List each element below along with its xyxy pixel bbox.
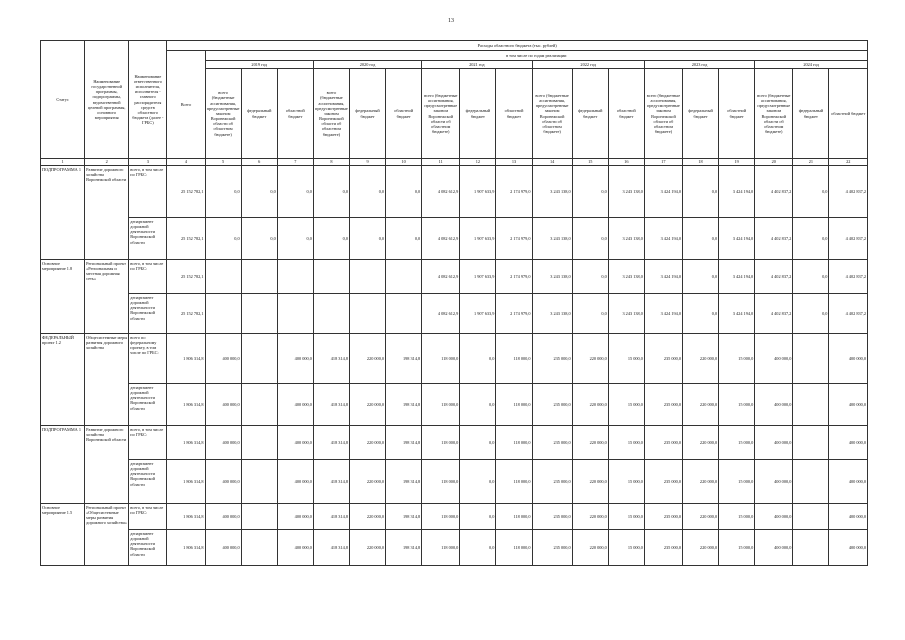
value-cell: 15 000,0	[608, 426, 644, 460]
value-cell	[241, 260, 277, 294]
value-cell: 15 000,0	[719, 426, 755, 460]
row-executor: всего, в том числе по ГРБС:	[129, 504, 167, 530]
table-row	[41, 294, 868, 334]
value-cell: 1 907 633,9	[460, 260, 496, 294]
header-sub-column: всего (бюджетные ассигнования, предусмотренные законом Воронежской области об областном бюджете)	[205, 69, 241, 159]
value-cell: 118 000,0	[422, 530, 460, 566]
value-cell: 0,0	[313, 166, 349, 218]
column-number: 19	[719, 159, 755, 166]
value-cell: 1 806 314,8	[167, 530, 205, 566]
value-cell: 220 000,0	[572, 504, 608, 530]
value-cell: 4 082 612,9	[422, 218, 460, 260]
value-cell: 118 000,0	[422, 334, 460, 384]
value-cell: 235 000,0	[532, 384, 572, 426]
header-sub-column: областной бюджет	[719, 69, 755, 159]
value-cell: 4 402 837,2	[755, 294, 793, 334]
value-cell: 235 000,0	[532, 504, 572, 530]
value-cell: 220 000,0	[349, 530, 385, 566]
value-cell: 198 314,8	[386, 426, 422, 460]
value-cell	[241, 504, 277, 530]
table-row	[41, 260, 868, 294]
value-cell: 15 000,0	[608, 504, 644, 530]
row-executor: департамент дорожной деятельности Воронежской области	[129, 294, 167, 334]
value-cell: 418 314,8	[313, 384, 349, 426]
header-year: 2021 год	[422, 61, 532, 69]
value-cell: 400 000,0	[829, 334, 868, 384]
header-sub-column: федеральный бюджет	[349, 69, 385, 159]
value-cell: 418 314,8	[313, 426, 349, 460]
table-row	[41, 166, 868, 218]
value-cell: 15 000,0	[608, 530, 644, 566]
column-number: 8	[313, 159, 349, 166]
header-sub-column: всего (бюджетные ассигнования, предусмотренные законом Воронежской области об областном бюджете)	[422, 69, 460, 159]
value-cell: 198 314,8	[386, 530, 422, 566]
value-cell	[241, 426, 277, 460]
value-cell: 0,0	[793, 218, 829, 260]
value-cell: 400 000,0	[205, 426, 241, 460]
row-executor: департамент дорожной деятельности Воронежской области	[129, 530, 167, 566]
value-cell	[241, 294, 277, 334]
value-cell	[793, 504, 829, 530]
value-cell: 400 000,0	[205, 334, 241, 384]
value-cell: 0,0	[205, 166, 241, 218]
header-year: 2019 год	[205, 61, 313, 69]
column-number: 12	[460, 159, 496, 166]
value-cell: 0,0	[460, 334, 496, 384]
header-executor: Наименование ответственного исполнителя, исполнителя - главного распорядителя средств областного бюджета (далее - ГРБС)	[129, 41, 167, 159]
column-numbers-row	[41, 159, 868, 166]
value-cell: 400 000,0	[205, 460, 241, 504]
column-number: 14	[532, 159, 572, 166]
header-sub-column: федеральный бюджет	[460, 69, 496, 159]
value-cell: 25 152 782,1	[167, 260, 205, 294]
value-cell: 118 000,0	[496, 426, 532, 460]
value-cell: 4 402 837,2	[829, 294, 868, 334]
value-cell: 3 424 194,0	[719, 166, 755, 218]
value-cell	[349, 294, 385, 334]
value-cell	[277, 294, 313, 334]
value-cell: 118 000,0	[496, 504, 532, 530]
value-cell: 235 000,0	[644, 460, 682, 504]
value-cell: 400 000,0	[277, 384, 313, 426]
value-cell: 15 000,0	[719, 334, 755, 384]
value-cell: 220 000,0	[349, 384, 385, 426]
column-number: 6	[241, 159, 277, 166]
value-cell: 198 314,8	[386, 460, 422, 504]
value-cell: 4 082 612,9	[422, 166, 460, 218]
value-cell: 3 243 138,0	[532, 260, 572, 294]
table-row	[41, 218, 868, 260]
table-row	[41, 504, 868, 530]
value-cell: 4 402 837,2	[829, 218, 868, 260]
value-cell: 400 000,0	[205, 504, 241, 530]
header-sub-column: федеральный бюджет	[793, 69, 829, 159]
value-cell: 220 000,0	[349, 426, 385, 460]
value-cell	[205, 260, 241, 294]
value-cell	[386, 260, 422, 294]
value-cell: 0,0	[683, 294, 719, 334]
value-cell: 0,0	[572, 294, 608, 334]
value-cell: 15 000,0	[719, 460, 755, 504]
value-cell: 0,0	[572, 166, 608, 218]
value-cell: 400 000,0	[277, 426, 313, 460]
table-body	[41, 166, 868, 566]
value-cell: 0,0	[277, 218, 313, 260]
value-cell: 235 000,0	[532, 426, 572, 460]
row-status: ФЕДЕРАЛЬНЫЙ проект 1.2	[41, 334, 85, 426]
value-cell: 0,0	[460, 460, 496, 504]
value-cell: 0,0	[349, 166, 385, 218]
value-cell: 0,0	[241, 166, 277, 218]
value-cell: 400 000,0	[277, 460, 313, 504]
header-expenses-title: Расходы областного бюджета (тыс. рублей)	[167, 41, 868, 51]
column-number: 10	[386, 159, 422, 166]
value-cell: 0,0	[460, 530, 496, 566]
row-status: ПОДПРОГРАММА 1	[41, 166, 85, 260]
value-cell: 220 000,0	[572, 426, 608, 460]
value-cell: 0,0	[313, 218, 349, 260]
value-cell	[793, 530, 829, 566]
value-cell: 400 000,0	[205, 530, 241, 566]
budget-table	[40, 40, 868, 566]
value-cell: 0,0	[572, 218, 608, 260]
value-cell: 0,0	[349, 218, 385, 260]
value-cell: 1 806 314,8	[167, 384, 205, 426]
value-cell	[241, 530, 277, 566]
column-number: 3	[129, 159, 167, 166]
value-cell: 418 314,8	[313, 334, 349, 384]
value-cell: 235 000,0	[532, 530, 572, 566]
row-executor: всего по федеральному проекту, в том числе по ГРБС:	[129, 334, 167, 384]
value-cell: 4 082 612,9	[422, 294, 460, 334]
value-cell: 2 174 979,0	[496, 218, 532, 260]
table-row	[41, 426, 868, 460]
header-sub-column: федеральный бюджет	[241, 69, 277, 159]
value-cell: 198 314,8	[386, 504, 422, 530]
value-cell: 3 243 138,0	[532, 294, 572, 334]
value-cell: 235 000,0	[644, 426, 682, 460]
row-program-name: Общесистемные меры развития дорожного хозяйства	[85, 334, 129, 426]
value-cell: 3 243 138,0	[608, 218, 644, 260]
value-cell: 3 424 194,0	[644, 294, 682, 334]
value-cell: 1 907 633,9	[460, 218, 496, 260]
value-cell: 0,0	[683, 260, 719, 294]
value-cell: 220 000,0	[572, 530, 608, 566]
value-cell: 235 000,0	[644, 334, 682, 384]
header-program-name: Наименование государственной программы, подпрограммы, ведомственной целевой программы, основного мероприятия	[85, 41, 129, 159]
value-cell: 235 000,0	[644, 530, 682, 566]
value-cell: 3 243 138,0	[608, 260, 644, 294]
value-cell: 3 424 194,0	[644, 218, 682, 260]
value-cell: 3 424 194,0	[719, 294, 755, 334]
row-program-name: Региональный проект «Общесистемные меры развития дорожного хозяйства»	[85, 504, 129, 566]
header-sub-column: областной бюджет	[496, 69, 532, 159]
value-cell: 2 174 979,0	[496, 294, 532, 334]
row-executor: департамент дорожной деятельности Воронежской области	[129, 218, 167, 260]
value-cell: 4 402 837,2	[755, 166, 793, 218]
value-cell: 0,0	[460, 426, 496, 460]
value-cell: 235 000,0	[532, 334, 572, 384]
column-number: 21	[793, 159, 829, 166]
value-cell: 220 000,0	[349, 334, 385, 384]
value-cell: 3 243 138,0	[608, 166, 644, 218]
header-status: Статус	[41, 41, 85, 159]
value-cell: 15 000,0	[719, 504, 755, 530]
row-status: ПОДПРОГРАММА 1	[41, 426, 85, 504]
table-row	[41, 384, 868, 426]
header-sub-column: всего (бюджетные ассигнования, предусмотренные законом Воронежской области об областном бюджете)	[644, 69, 682, 159]
value-cell	[386, 294, 422, 334]
value-cell: 400 000,0	[277, 504, 313, 530]
value-cell: 0,0	[572, 260, 608, 294]
value-cell: 220 000,0	[683, 504, 719, 530]
value-cell: 400 000,0	[829, 460, 868, 504]
value-cell: 0,0	[241, 218, 277, 260]
value-cell: 0,0	[460, 384, 496, 426]
column-number: 16	[608, 159, 644, 166]
value-cell: 25 152 782,1	[167, 166, 205, 218]
value-cell: 400 000,0	[277, 334, 313, 384]
value-cell: 15 000,0	[608, 334, 644, 384]
value-cell: 400 000,0	[829, 426, 868, 460]
column-number: 18	[683, 159, 719, 166]
value-cell: 418 314,8	[313, 460, 349, 504]
value-cell: 3 243 138,0	[532, 218, 572, 260]
header-year: 2023 год	[644, 61, 754, 69]
value-cell: 4 402 837,2	[755, 218, 793, 260]
value-cell: 198 314,8	[386, 334, 422, 384]
row-executor: всего, в том числе по ГРБС:	[129, 426, 167, 460]
header-sub-column: федеральный бюджет	[572, 69, 608, 159]
value-cell: 400 000,0	[829, 384, 868, 426]
value-cell: 418 314,8	[313, 530, 349, 566]
header-sub-column: всего (бюджетные ассигнования, предусмотренные законом Воронежской области об областном бюджете)	[313, 69, 349, 159]
column-number: 22	[829, 159, 868, 166]
header-total: Всего	[167, 51, 205, 159]
value-cell: 25 152 782,1	[167, 294, 205, 334]
value-cell: 400 000,0	[755, 460, 793, 504]
column-number: 2	[85, 159, 129, 166]
value-cell: 0,0	[793, 294, 829, 334]
header-sub-column: областной бюджет	[386, 69, 422, 159]
column-number: 9	[349, 159, 385, 166]
value-cell: 0,0	[683, 218, 719, 260]
value-cell	[277, 260, 313, 294]
value-cell	[793, 460, 829, 504]
value-cell: 0,0	[386, 166, 422, 218]
value-cell: 220 000,0	[572, 460, 608, 504]
value-cell: 3 424 194,0	[719, 260, 755, 294]
value-cell: 3 424 194,0	[719, 218, 755, 260]
row-executor: всего, в том числе по ГРБС:	[129, 260, 167, 294]
header-sub-column: областной бюджет	[277, 69, 313, 159]
row-executor: всего, в том числе по ГРБС:	[129, 166, 167, 218]
value-cell: 0,0	[683, 166, 719, 218]
value-cell: 118 000,0	[496, 530, 532, 566]
value-cell: 118 000,0	[422, 384, 460, 426]
value-cell: 235 000,0	[532, 460, 572, 504]
value-cell: 220 000,0	[683, 334, 719, 384]
value-cell: 400 000,0	[755, 426, 793, 460]
value-cell	[349, 260, 385, 294]
value-cell: 4 402 837,2	[829, 260, 868, 294]
value-cell: 1 806 314,8	[167, 460, 205, 504]
value-cell	[205, 294, 241, 334]
header-sub-column: областной бюджет	[608, 69, 644, 159]
value-cell: 220 000,0	[349, 460, 385, 504]
value-cell	[241, 460, 277, 504]
value-cell: 15 000,0	[608, 460, 644, 504]
header-year: 2022 год	[532, 61, 644, 69]
value-cell: 198 314,8	[386, 384, 422, 426]
value-cell	[793, 426, 829, 460]
value-cell: 1 806 314,8	[167, 504, 205, 530]
column-number: 4	[167, 159, 205, 166]
value-cell: 0,0	[460, 504, 496, 530]
header-by-years: в том числе по годам реализации	[205, 51, 867, 61]
value-cell: 0,0	[277, 166, 313, 218]
value-cell: 400 000,0	[277, 530, 313, 566]
value-cell: 3 424 194,0	[644, 260, 682, 294]
column-number: 17	[644, 159, 682, 166]
value-cell: 220 000,0	[683, 530, 719, 566]
row-program-name: Региональный проект «Региональная и местная дорожная сеть»	[85, 260, 129, 334]
value-cell: 118 000,0	[496, 334, 532, 384]
value-cell: 400 000,0	[829, 504, 868, 530]
value-cell: 400 000,0	[829, 530, 868, 566]
table-header	[41, 41, 868, 166]
value-cell: 400 000,0	[205, 384, 241, 426]
value-cell	[241, 384, 277, 426]
value-cell: 0,0	[793, 166, 829, 218]
column-number: 5	[205, 159, 241, 166]
value-cell: 235 000,0	[644, 504, 682, 530]
column-number: 7	[277, 159, 313, 166]
value-cell: 1 907 633,9	[460, 294, 496, 334]
value-cell	[793, 334, 829, 384]
column-number: 13	[496, 159, 532, 166]
page-number: 13	[448, 18, 454, 24]
value-cell: 118 000,0	[496, 460, 532, 504]
table-row	[41, 530, 868, 566]
value-cell	[793, 384, 829, 426]
row-executor: департамент дорожной деятельности Воронежской области	[129, 384, 167, 426]
value-cell: 0,0	[205, 218, 241, 260]
table-row	[41, 334, 868, 384]
value-cell	[313, 260, 349, 294]
value-cell: 220 000,0	[572, 334, 608, 384]
value-cell: 220 000,0	[683, 384, 719, 426]
value-cell: 1 907 633,9	[460, 166, 496, 218]
value-cell	[241, 334, 277, 384]
header-sub-column: областной бюджет	[829, 69, 868, 159]
value-cell: 2 174 979,0	[496, 166, 532, 218]
value-cell: 118 000,0	[422, 460, 460, 504]
value-cell: 220 000,0	[683, 426, 719, 460]
value-cell: 15 000,0	[608, 384, 644, 426]
table-row	[41, 460, 868, 504]
header-sub-column: федеральный бюджет	[683, 69, 719, 159]
column-number: 1	[41, 159, 85, 166]
value-cell: 3 243 138,0	[532, 166, 572, 218]
value-cell: 2 174 979,0	[496, 260, 532, 294]
value-cell: 220 000,0	[572, 384, 608, 426]
value-cell: 118 000,0	[496, 384, 532, 426]
header-sub-column: всего (бюджетные ассигнования, предусмотренные законом Воронежской области об областном бюджете)	[755, 69, 793, 159]
value-cell: 400 000,0	[755, 530, 793, 566]
value-cell: 15 000,0	[719, 530, 755, 566]
column-number: 15	[572, 159, 608, 166]
row-status: Основное мероприятие 1.5	[41, 504, 85, 566]
header-year: 2020 год	[313, 61, 421, 69]
value-cell: 220 000,0	[349, 504, 385, 530]
value-cell: 25 152 782,1	[167, 218, 205, 260]
value-cell: 1 806 314,8	[167, 334, 205, 384]
value-cell: 400 000,0	[755, 334, 793, 384]
header-year: 2024 год	[755, 61, 868, 69]
value-cell: 4 082 612,9	[422, 260, 460, 294]
column-number: 20	[755, 159, 793, 166]
value-cell: 220 000,0	[683, 460, 719, 504]
column-number: 11	[422, 159, 460, 166]
value-cell: 4 402 837,2	[755, 260, 793, 294]
value-cell: 1 806 314,8	[167, 426, 205, 460]
value-cell	[313, 294, 349, 334]
value-cell: 0,0	[386, 218, 422, 260]
value-cell: 118 000,0	[422, 426, 460, 460]
row-program-name: Развитие дорожного хозяйства Воронежской области	[85, 426, 129, 504]
value-cell: 15 000,0	[719, 384, 755, 426]
value-cell: 118 000,0	[422, 504, 460, 530]
row-program-name: Развитие дорожного хозяйства Воронежской области	[85, 166, 129, 260]
value-cell: 235 000,0	[644, 384, 682, 426]
value-cell: 0,0	[793, 260, 829, 294]
value-cell: 400 000,0	[755, 504, 793, 530]
row-executor: департамент дорожной деятельности Воронежской области	[129, 460, 167, 504]
header-sub-column: всего (бюджетные ассигнования, предусмотренные законом Воронежской области об областном бюджете)	[532, 69, 572, 159]
value-cell: 400 000,0	[755, 384, 793, 426]
value-cell: 4 402 837,2	[829, 166, 868, 218]
row-status: Основное мероприятие 1.8	[41, 260, 85, 334]
value-cell: 418 314,8	[313, 504, 349, 530]
value-cell: 3 424 194,0	[644, 166, 682, 218]
value-cell: 3 243 138,0	[608, 294, 644, 334]
